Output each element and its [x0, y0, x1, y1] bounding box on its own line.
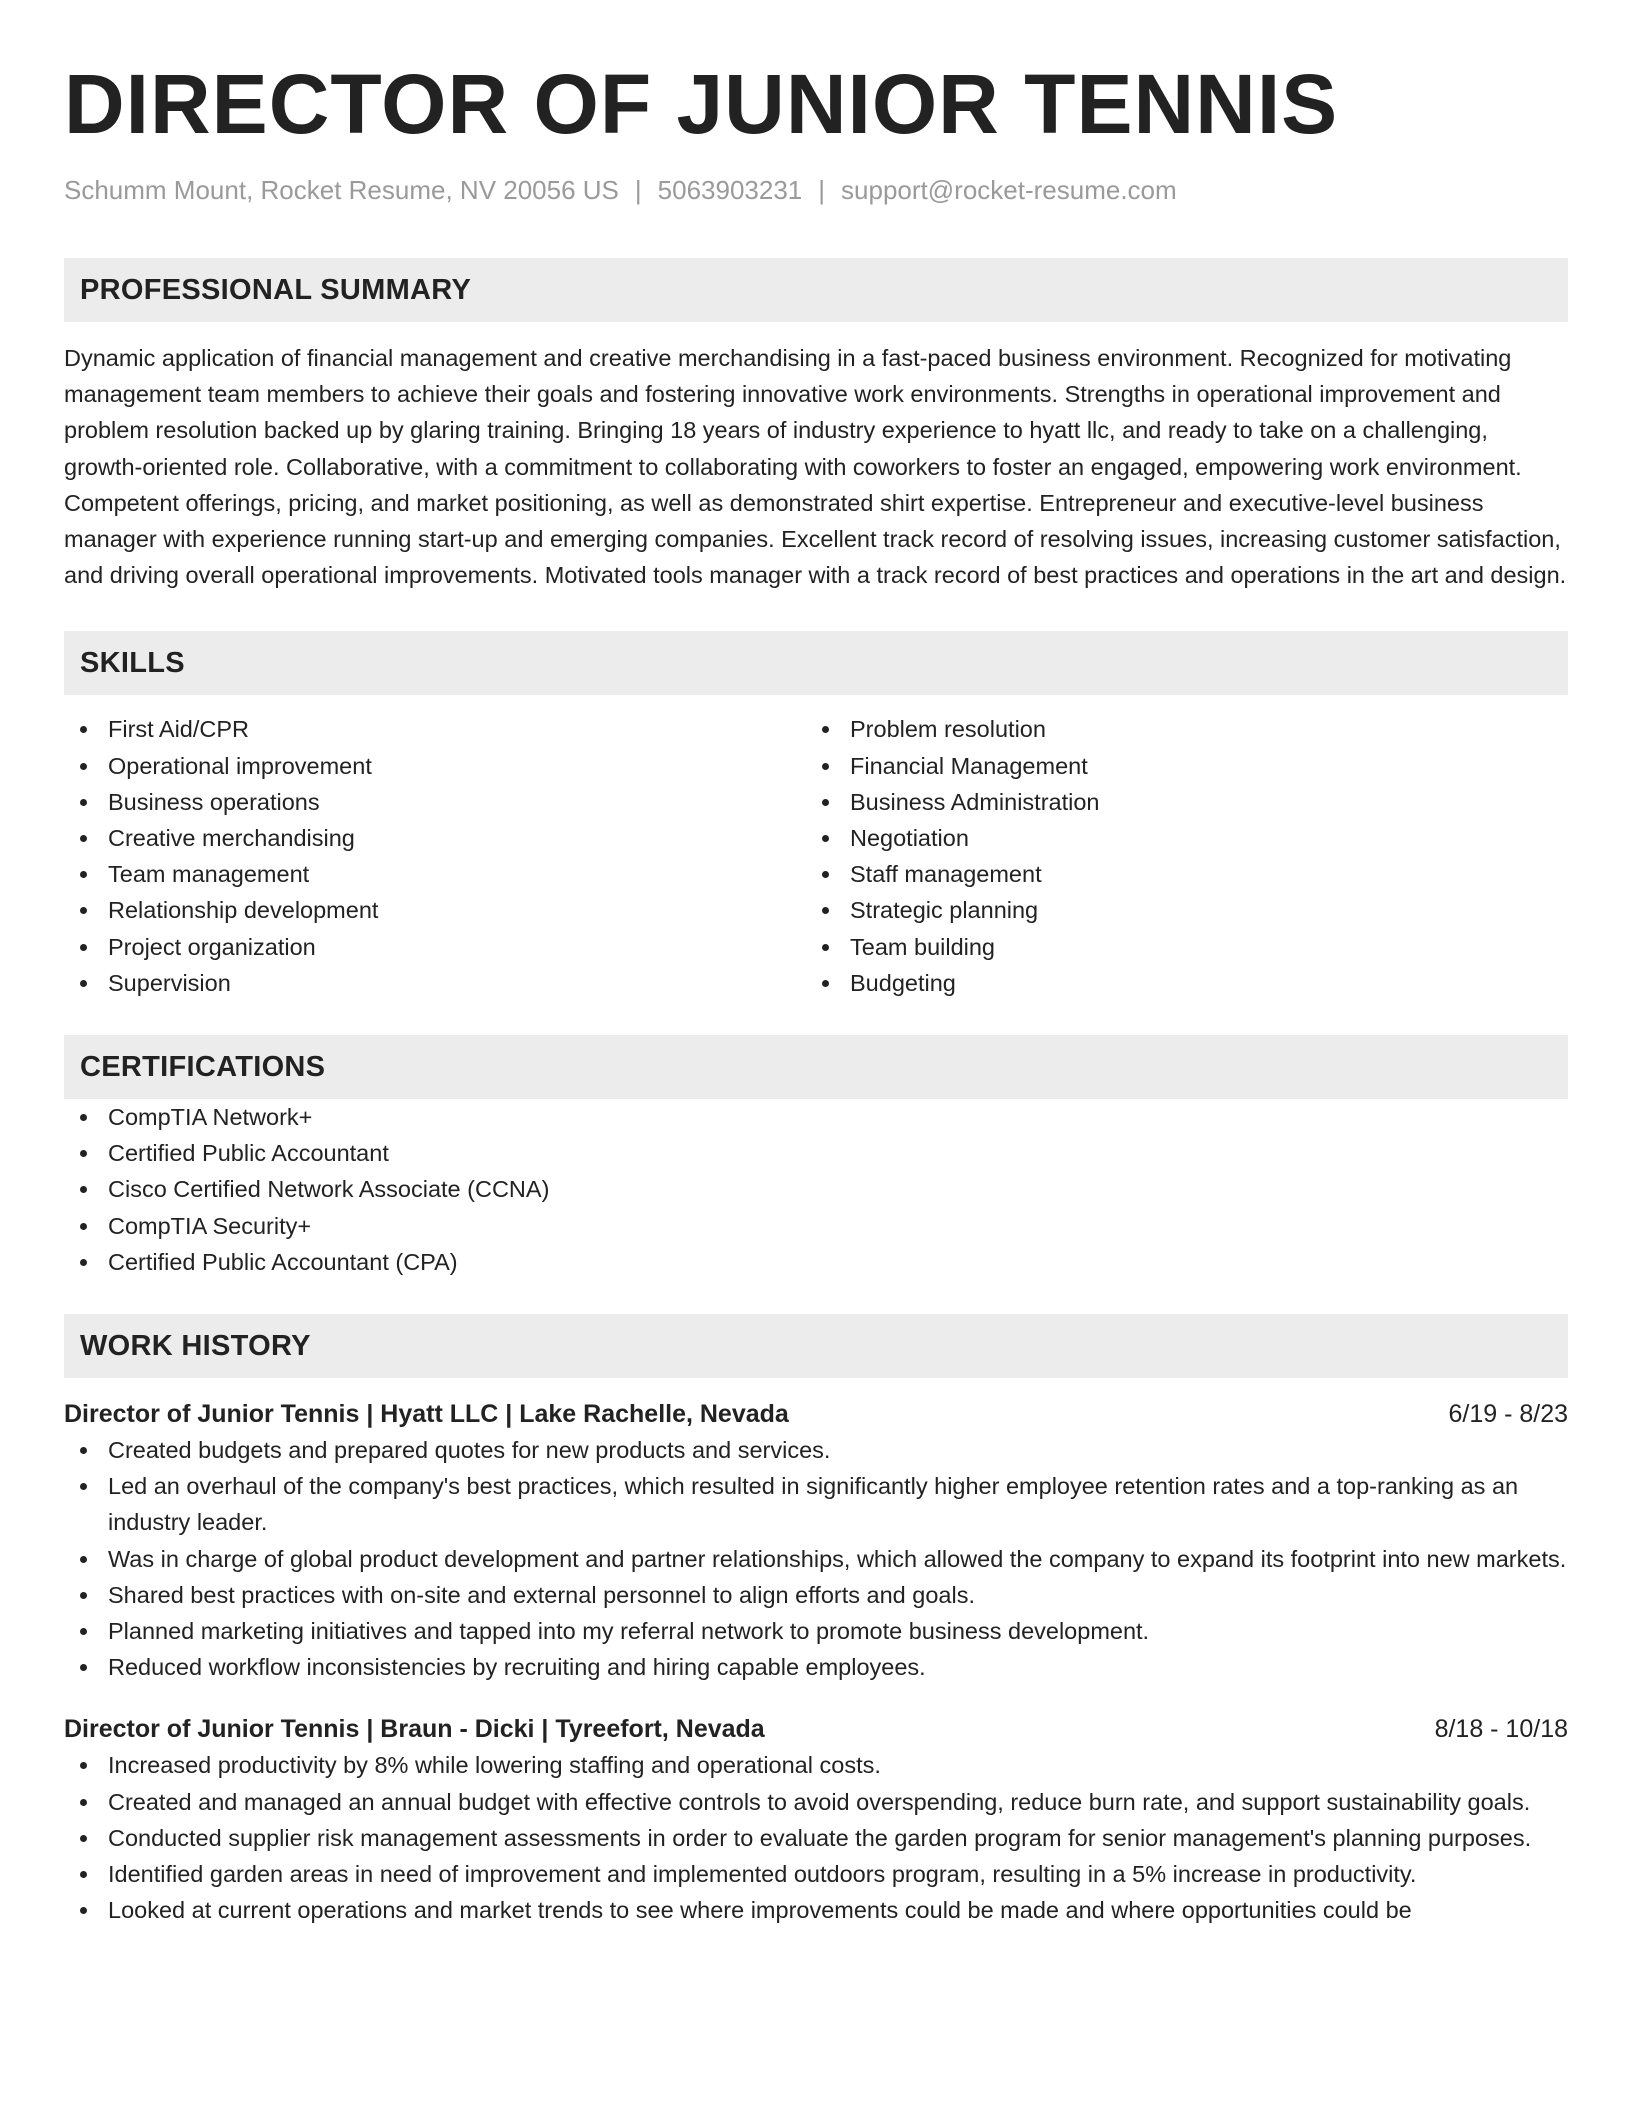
skill-item: Supervision — [64, 965, 806, 1001]
job-entry — [64, 1396, 1568, 1685]
certification-item: Certified Public Accountant (CPA) — [64, 1244, 1568, 1280]
skill-item: Operational improvement — [64, 748, 806, 784]
summary-text: Dynamic application of financial management and creative merchandising in a fast-paced business environment. Recognized for motivating management team members to achieve their goals and fostering innovative work environments. Strengths in operational improvement and problem resolution backed up by glaring training. Bringing 18 years of industry experience to hyatt llc, and ready to take on a challenging, growth-oriented role. Collaborative, with a commitment to collaborating with coworkers to foster an engaged, empowering work environment. Competent offerings, pricing, and market positioning, as well as demonstrated shirt expertise. Entrepreneur and executive-level business manager with experience running start-up and emerging companies. Excellent track record of resolving issues, increasing customer satisfaction, and driving overall operational improvements. Motivated tools manager with a track record of best practices and operations in the art and design. — [64, 345, 1567, 589]
skill-item: Problem resolution — [806, 711, 1548, 747]
job-header — [64, 1396, 1568, 1432]
job-dates: 6/19 - 8/23 — [1448, 1400, 1568, 1429]
work-heading: WORK HISTORY — [80, 1329, 311, 1362]
skill-item: Creative merchandising — [64, 820, 806, 856]
skill-item: First Aid/CPR — [64, 711, 806, 747]
certification-item: Certified Public Accountant — [64, 1135, 1568, 1171]
certifications-heading: CERTIFICATIONS — [80, 1050, 326, 1083]
summary-heading: PROFESSIONAL SUMMARY — [80, 273, 472, 306]
skills-section-header — [64, 631, 1568, 695]
skill-item: Team management — [64, 856, 806, 892]
contact-phone: 5063903231 — [657, 175, 803, 205]
skill-item: Financial Management — [806, 748, 1548, 784]
certification-item: CompTIA Network+ — [64, 1099, 1568, 1135]
job-bullets — [64, 1747, 1568, 1928]
certification-item: Cisco Certified Network Associate (CCNA) — [64, 1171, 1568, 1207]
skills-columns — [64, 711, 1568, 1001]
contact-address: Schumm Mount, Rocket Resume, NV 20056 US — [64, 175, 619, 205]
contact-email: support@rocket-resume.com — [841, 175, 1177, 205]
contact-separator: | — [818, 175, 826, 205]
job-bullet: Identified garden areas in need of improvement and implemented outdoors program, resulting in a 5% increase in productivity. — [64, 1856, 1568, 1892]
job-bullet: Created and managed an annual budget with effective controls to avoid overspending, reduce burn rate, and support sustainability goals. — [64, 1784, 1568, 1820]
job-bullet: Increased productivity by 8% while lowering staffing and operational costs. — [64, 1747, 1568, 1783]
skill-item: Staff management — [806, 856, 1548, 892]
skill-item: Relationship development — [64, 892, 806, 928]
job-bullet: Looked at current operations and market trends to see where improvements could be made and where opportunities could be — [64, 1892, 1568, 1928]
job-bullets — [64, 1432, 1568, 1685]
job-bullet: Planned marketing initiatives and tapped into my referral network to promote business development. — [64, 1613, 1568, 1649]
job-bullet: Shared best practices with on-site and external personnel to align efforts and goals. — [64, 1577, 1568, 1613]
resume-page — [64, 56, 1568, 1929]
job-title: Director of Junior Tennis | Hyatt LLC | Lake Rachelle, Nevada — [64, 1400, 789, 1429]
job-dates: 8/18 - 10/18 — [1434, 1715, 1568, 1744]
job-bullet: Led an overhaul of the company's best practices, which resulted in significantly higher employee retention rates and a top-ranking as an industry leader. — [64, 1468, 1568, 1540]
work-section-header — [64, 1314, 1568, 1378]
skill-item: Budgeting — [806, 965, 1548, 1001]
job-bullet: Was in charge of global product development and partner relationships, which allowed the company to expand its footprint into new markets. — [64, 1541, 1568, 1577]
skills-heading: SKILLS — [80, 646, 185, 679]
summary-section-header — [64, 258, 1568, 322]
skill-item: Project organization — [64, 929, 806, 965]
skill-item: Negotiation — [806, 820, 1548, 856]
certifications-list — [64, 1099, 1568, 1280]
skill-item: Business operations — [64, 784, 806, 820]
contact-separator: | — [634, 175, 642, 205]
job-bullet: Conducted supplier risk management assessments in order to evaluate the garden program for senior management's planning purposes. — [64, 1820, 1568, 1856]
skill-item: Business Administration — [806, 784, 1548, 820]
contact-line — [64, 174, 1568, 206]
job-entry — [64, 1711, 1568, 1928]
job-bullet: Reduced workflow inconsistencies by recruiting and hiring capable employees. — [64, 1649, 1568, 1685]
skills-list-right — [806, 711, 1548, 1001]
resume-title: DIRECTOR OF JUNIOR TENNIS — [64, 57, 1339, 151]
skill-item: Team building — [806, 929, 1548, 965]
job-title: Director of Junior Tennis | Braun - Dicki | Tyreefort, Nevada — [64, 1715, 765, 1744]
certification-item: CompTIA Security+ — [64, 1208, 1568, 1244]
skill-item: Strategic planning — [806, 892, 1548, 928]
job-header — [64, 1711, 1568, 1747]
certifications-section-header — [64, 1035, 1568, 1099]
job-bullet: Created budgets and prepared quotes for new products and services. — [64, 1432, 1568, 1468]
skills-list-left — [64, 711, 806, 1001]
